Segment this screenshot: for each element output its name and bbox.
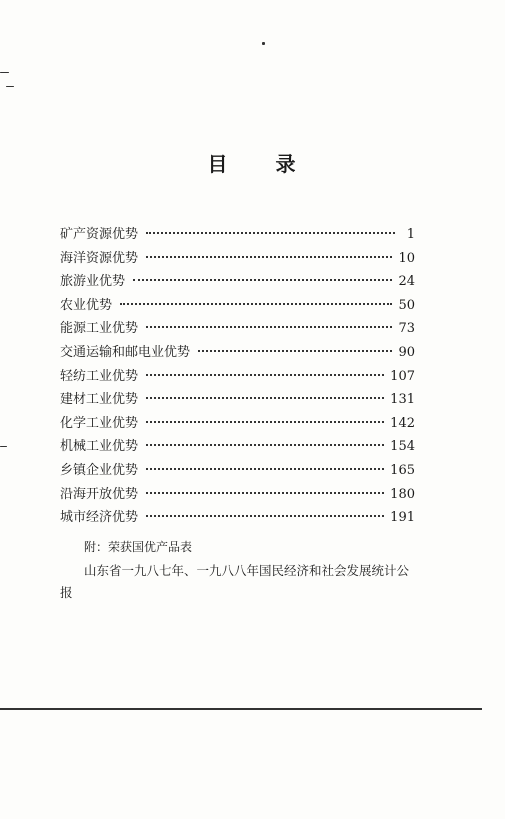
- title-char-1: 目: [207, 152, 230, 176]
- title-char-2: 录: [275, 152, 298, 176]
- toc-entry[interactable]: [60, 486, 415, 510]
- toc-leader: [146, 374, 384, 376]
- scan-speck: [0, 446, 7, 447]
- toc-leader: [198, 350, 392, 352]
- toc-label: 矿产资源优势: [60, 227, 139, 242]
- toc-page-number: 1: [406, 227, 415, 242]
- toc-leader: [146, 326, 392, 328]
- toc-leader: [146, 232, 395, 234]
- toc-page-number: 142: [390, 415, 415, 431]
- toc-entry[interactable]: [60, 509, 415, 533]
- toc-entry[interactable]: [60, 415, 415, 439]
- toc-label: 化学工业优势: [60, 415, 139, 431]
- toc-entry[interactable]: [60, 344, 415, 368]
- scan-speck: [262, 42, 265, 45]
- page-title: [0, 148, 505, 177]
- toc-entry[interactable]: [60, 462, 415, 486]
- toc-leader: [146, 492, 384, 494]
- toc-page-number: 131: [390, 392, 415, 408]
- toc-page-number: 165: [390, 462, 415, 478]
- toc-label: 城市经济优势: [60, 510, 139, 526]
- toc-label: 轻纺工业优势: [60, 368, 139, 384]
- toc-page-number: 50: [398, 297, 415, 313]
- bottom-rule: [0, 708, 482, 710]
- table-of-contents: [60, 226, 415, 533]
- toc-page-number: 191: [390, 510, 415, 526]
- statistical-bulletin-note: 山东省一九八七年、一九八八年国民经济和社会发展统计公报: [60, 563, 410, 600]
- toc-page-number: 90: [398, 344, 415, 360]
- toc-entry[interactable]: [60, 391, 415, 415]
- toc-label: 交通运输和邮电业优势: [60, 344, 191, 360]
- toc-label: 海洋资源优势: [60, 250, 139, 266]
- toc-label: 能源工业优势: [60, 321, 139, 337]
- toc-entry[interactable]: [60, 438, 415, 462]
- toc-label: 机械工业优势: [60, 439, 139, 455]
- scan-speck: [0, 72, 9, 73]
- appendix-note: 附：荣获国优产品表: [84, 540, 193, 554]
- toc-page-number: 24: [398, 274, 415, 290]
- toc-leader: [133, 279, 392, 281]
- toc-label: 乡镇企业优势: [60, 462, 139, 478]
- scan-speck: [6, 86, 14, 87]
- toc-label: 农业优势: [60, 297, 113, 313]
- toc-page-number: 73: [398, 321, 415, 337]
- toc-entry[interactable]: [60, 226, 415, 250]
- toc-leader: [146, 421, 384, 423]
- toc-entry[interactable]: [60, 297, 415, 321]
- toc-page-number: 154: [390, 439, 415, 455]
- toc-page-number: 180: [390, 486, 415, 502]
- toc-leader: [146, 256, 392, 258]
- toc-page-number: 10: [398, 250, 415, 266]
- toc-leader: [146, 444, 384, 446]
- toc-leader: [146, 515, 384, 517]
- toc-entry[interactable]: [60, 273, 415, 297]
- toc-entry[interactable]: [60, 368, 415, 392]
- toc-label: 沿海开放优势: [60, 486, 139, 502]
- toc-leader: [146, 468, 384, 470]
- toc-entry[interactable]: [60, 320, 415, 344]
- toc-page-number: 107: [390, 368, 415, 384]
- toc-label: 旅游业优势: [60, 274, 126, 290]
- toc-leader: [146, 397, 384, 399]
- toc-label: 建材工业优势: [60, 392, 139, 408]
- toc-entry[interactable]: [60, 250, 415, 274]
- toc-leader: [120, 303, 392, 305]
